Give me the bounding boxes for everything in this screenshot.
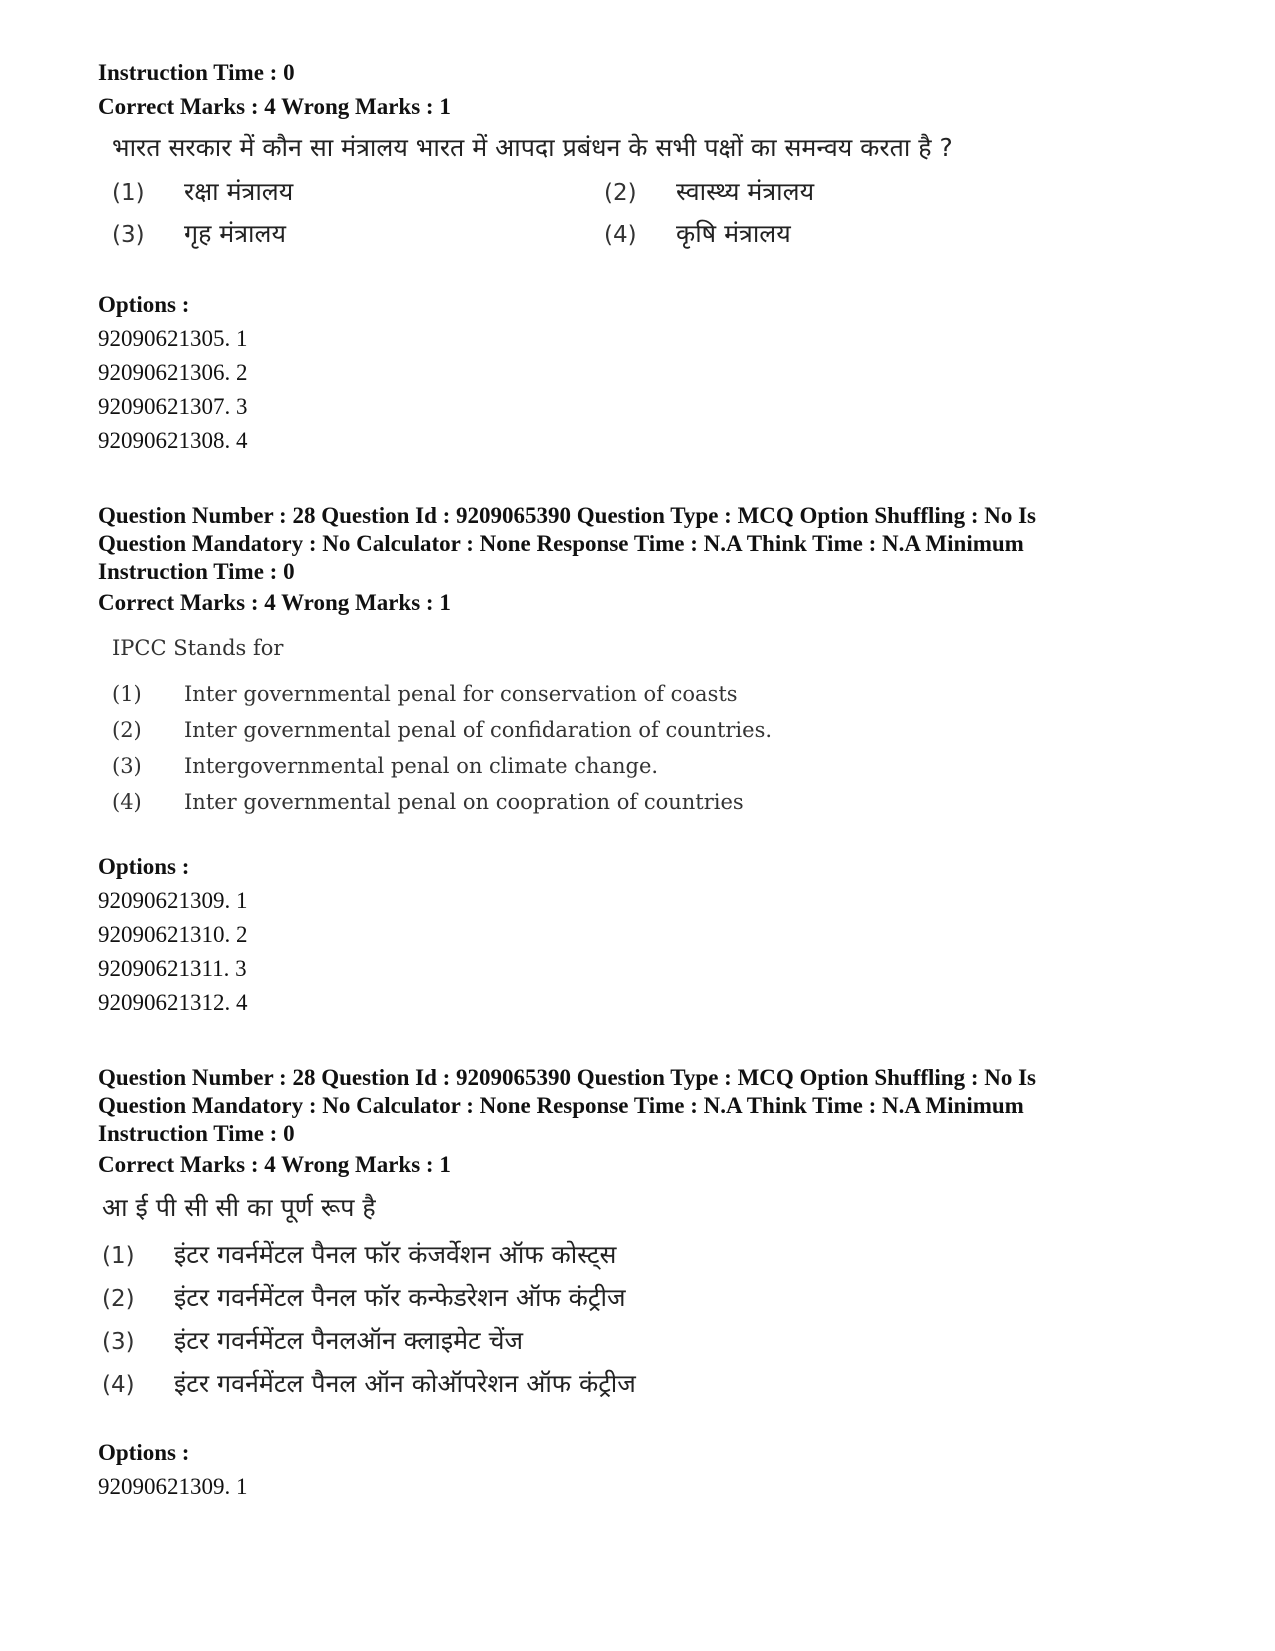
question-header: Question Number : 28 Question Id : 9209065390 Question Type : MCQ Option Shuffling : No Is (98, 1065, 1037, 1090)
option-line: 92090621309. 1 (98, 1474, 248, 1499)
choice-row (102, 1234, 1188, 1277)
options-heading: Options : (98, 854, 190, 879)
question-header: Instruction Time : 0 (98, 559, 295, 584)
question-image (112, 630, 1188, 820)
question-stem: आ ई पी सी सी का पूर्ण रूप है (102, 1193, 376, 1222)
option-line: 92090621305. 1 (98, 326, 248, 351)
marks-line: Correct Marks : 4 Wrong Marks : 1 (98, 590, 451, 615)
question-stem: भारत सरकार में कौन सा मंत्रालय भारत में आपदा प्रबंधन के सभी पक्षों का समन्वय करता है ? (112, 133, 953, 162)
choice-number: (1) (112, 682, 142, 706)
question-block-2 (98, 502, 1188, 1020)
choice-text: इंटर गवर्नमेंटल पैनल ऑन कोऑपरेशन ऑफ कंट्रीज (174, 1369, 636, 1398)
options-heading: Options : (98, 1440, 190, 1465)
choice-number: (3) (102, 1329, 135, 1355)
option-line: 92090621306. 2 (98, 360, 248, 385)
marks-line: Correct Marks : 4 Wrong Marks : 1 (98, 1152, 451, 1177)
choice-number: (1) (102, 1243, 135, 1269)
choice-text: गृह मंत्रालय (184, 219, 286, 248)
options-heading: Options : (98, 292, 190, 317)
choice-number: (2) (112, 718, 142, 742)
question-header: Question Mandatory : No Calculator : None Response Time : N.A Think Time : N.A Minimum (98, 1093, 1024, 1118)
choice-text: रक्षा मंत्रालय (184, 177, 294, 206)
choice-number: (1) (112, 180, 145, 206)
choice-number: (4) (604, 222, 637, 248)
option-line: 92090621311. 3 (98, 956, 247, 981)
choice-row (102, 1277, 1188, 1320)
option-line: 92090621308. 4 (98, 428, 248, 453)
choice-text: कृषि मंत्रालय (676, 219, 791, 248)
choice-row (112, 784, 1188, 820)
choice-text: इंटर गवर्नमेंटल पैनल फॉर कंजर्वेशन ऑफ कोस्ट्स (174, 1240, 617, 1269)
choice-number: (3) (112, 222, 145, 248)
choice-text: इंटर गवर्नमेंटल पैनल फॉर कन्फेडरेशन ऑफ कंट्रीज (174, 1283, 626, 1312)
question-block-3 (98, 1064, 1188, 1504)
marks-line: Correct Marks : 4 Wrong Marks : 1 (98, 94, 451, 119)
instruction-time: Instruction Time : 0 (98, 60, 295, 85)
question-header: Question Number : 28 Question Id : 9209065390 Question Type : MCQ Option Shuffling : No Is (98, 503, 1037, 528)
choice-text: इंटर गवर्नमेंटल पैनलऑन क्लाइमेट चेंज (174, 1326, 524, 1355)
choice-number: (2) (604, 180, 637, 206)
choice-text: Inter governmental penal for conservation of coasts (184, 682, 738, 706)
choice-text: Inter governmental penal on coopration of countries (184, 790, 744, 814)
choice-row (112, 174, 1188, 208)
question-header: Instruction Time : 0 (98, 1121, 295, 1146)
document-page (98, 56, 1188, 1504)
question-header: Question Mandatory : No Calculator : None Response Time : N.A Think Time : N.A Minimum (98, 531, 1024, 556)
choice-number: (4) (112, 790, 142, 814)
option-line: 92090621312. 4 (98, 990, 248, 1015)
choice-number: (4) (102, 1372, 135, 1398)
choice-row (112, 712, 1188, 748)
question-image (102, 1190, 1188, 1406)
choice-text: Inter governmental penal of confidaration of countries. (184, 718, 773, 742)
choice-row (102, 1363, 1188, 1406)
question-block-1 (98, 56, 1188, 458)
choice-row (112, 676, 1188, 712)
choice-row (112, 216, 1188, 250)
choice-number: (2) (102, 1286, 135, 1312)
option-line: 92090621309. 1 (98, 888, 248, 913)
choice-text: स्वास्थ्य मंत्रालय (676, 177, 815, 206)
option-line: 92090621307. 3 (98, 394, 248, 419)
option-line: 92090621310. 2 (98, 922, 248, 947)
choice-row (102, 1320, 1188, 1363)
choice-text: Intergovernmental penal on climate change. (184, 754, 659, 778)
question-stem: IPCC Stands for (112, 636, 284, 660)
question-image (112, 130, 1188, 250)
choice-row (112, 748, 1188, 784)
choice-number: (3) (112, 754, 142, 778)
